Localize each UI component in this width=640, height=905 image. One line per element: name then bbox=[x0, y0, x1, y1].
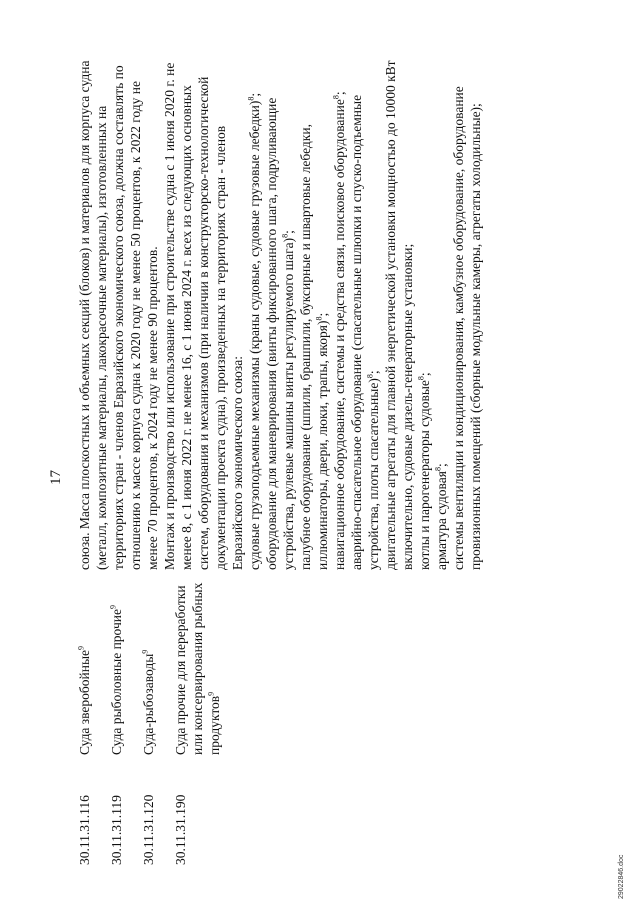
requirement-item: палубное оборудование (шпили, брашпили, буксирные и швартовые лебедки, иллюминаторы, двери, люки, трапы, якоря)$^8$; bbox=[298, 124, 330, 570]
requirement-item: системы вентиляции и кондиционирования, камбузное оборудование, оборудование провизионных помещений (сборные модульные камеры, агрегаты холодильные); bbox=[451, 86, 483, 570]
requirement-item: навигационное оборудование, системы и средства связи, поисковое оборудование$^8$; bbox=[331, 91, 347, 570]
requirement-item: аварийно-спасательное оборудование (спасательные шлюпки и спуско-подъемные устройства, плоты спасательные)$^8$; bbox=[349, 94, 381, 570]
okpd-code: 30.11.31.116 bbox=[77, 795, 92, 865]
okpd-code: 30.11.31.119 bbox=[109, 795, 124, 865]
requirements-text bbox=[76, 45, 484, 570]
product-name: Суда зверобойные$^9$ bbox=[76, 645, 92, 755]
requirement-item: арматура судовая$^8$; bbox=[433, 463, 449, 570]
okpd-code: 30.11.31.190 bbox=[173, 794, 188, 865]
document-id: 29022846.doc bbox=[618, 854, 625, 899]
product-name: Суда рыболовные прочие$^9$ bbox=[108, 605, 124, 755]
okpd-code: 30.11.31.120 bbox=[141, 794, 156, 865]
requirement-item: оборудование для маневрирования (винты фиксированного шага, подруливающие устройства, рулевые машины винты регулируемого шага)$^8$; bbox=[264, 97, 296, 570]
product-name: Суда-рыбозаводы$^9$ bbox=[140, 649, 156, 755]
requirement-item: котлы и парогенераторы судовые$^8$; bbox=[416, 372, 432, 570]
requirements-intro: Монтаж и производство или использование при строительстве судна с 1 июня 2020 г. не менее 8, с 1 июня 2022 г. не менее 16, с 1 июня 2024 г. всех из следующих основных систем, оборудования и механизмов (при наличии в конструкторско-технологической документации проекта судна), произведенных на территориях стран - членов Евразийского экономического союза: bbox=[162, 62, 245, 570]
requirement-item: судовые грузоподъемные механизмы (краны судовые, судовые грузовые лебедки)$^8$; bbox=[246, 92, 262, 570]
requirement-item: двигательные агрегаты для главной энергетической установки мощностью до 10000 кВт включительно, судовые дизель-генераторные установки; bbox=[383, 60, 415, 570]
page-number: 17 bbox=[48, 470, 64, 485]
requirements-continuation: союза. Масса плоскостных и объемных секций (блоков) и материалов для корпуса судна (металл, композитные материалы, лакокрасочные материалы), изготовленных на территориях стран - членов Евразийского экономического союза, должна составлять по отношению к массе корпуса судна к 2020 году не менее 50 процентов, к 2022 году не менее 70 процентов, к 2024 году не менее 90 процентов. bbox=[77, 60, 160, 570]
product-name: Суда прочие для переработки или консервирования рыбных продуктов$^9$ bbox=[173, 582, 222, 755]
